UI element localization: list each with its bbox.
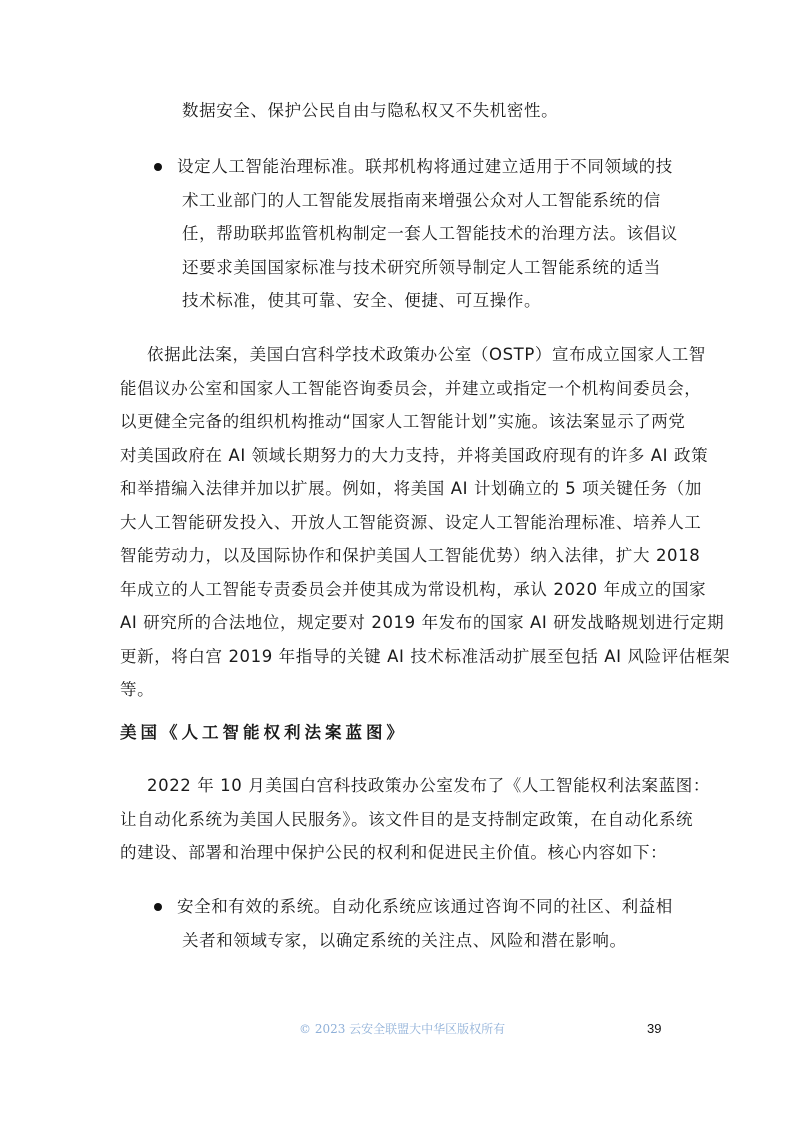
bullet-dot <box>154 163 162 171</box>
paragraph-line: 智能劳动力，以及国际协作和保护美国人工智能优势）纳入法律，扩大 2018 <box>120 546 701 565</box>
bullet-line: 术工业部门的人工智能发展指南来增强公众对人工智能系统的信 <box>182 191 661 210</box>
copyright-notice: © 2023 云安全联盟大中华区版权所有 <box>299 1022 506 1036</box>
section-heading: 美国《人工智能权利法案蓝图》 <box>120 723 407 742</box>
paragraph-line: 大人工智能研发投入、开放人工智能资源、设定人工智能治理标准、培养人工 <box>120 513 702 532</box>
paragraph-line: 对美国政府在 AI 领域长期努力的大力支持，并将美国政府现有的许多 AI 政策 <box>120 446 709 465</box>
paragraph-line: 等。 <box>120 680 155 699</box>
continuation-line: 数据安全、保护公民自由与隐私权又不失机密性。 <box>182 101 559 120</box>
paragraph-line: 年成立的人工智能专责委员会并使其成为常设机构，承认 2020 年成立的国家 <box>120 580 707 599</box>
paragraph-line: 更新，将白宫 2019 年指导的关键 AI 技术标准活动扩展至包括 AI 风险评估框架 <box>120 647 731 666</box>
paragraph-line: 2022 年 10 月美国白宫科技政策办公室发布了《人工智能权利法案蓝图： <box>147 776 710 795</box>
bullet-line: 设定人工智能治理标准。联邦机构将通过建立适用于不同领域的技 <box>177 157 673 176</box>
page-number: 39 <box>647 1021 662 1036</box>
paragraph-line: 和举措编入法律并加以扩展。例如，将美国 AI 计划确立的 5 项关键任务（加 <box>120 479 702 498</box>
paragraph-line: 让自动化系统为美国人民服务》。该文件目的是支持制定政策，在自动化系统 <box>120 810 694 829</box>
paragraph-line: AI 研究所的合法地位，规定要对 2019 年发布的国家 AI 研发战略规划进行定期 <box>120 613 725 632</box>
bullet-line: 关者和领域专家，以确定系统的关注点、风险和潜在影响。 <box>182 931 627 950</box>
bullet-line: 安全和有效的系统。自动化系统应该通过咨询不同的社区、利益相 <box>177 897 673 916</box>
bullet-line: 还要求美国国家标准与技术研究所领导制定人工智能系统的适当 <box>182 258 661 277</box>
paragraph-line: 能倡议办公室和国家人工智能咨询委员会，并建立或指定一个机构间委员会， <box>120 379 702 398</box>
paragraph-line: 的建设、部署和治理中保护公民的权利和促进民主价值。核心内容如下： <box>120 843 668 862</box>
bullet-line: 任，帮助联邦监管机构制定一套人工智能技术的治理方法。该倡议 <box>182 224 678 243</box>
bullet-dot <box>154 903 162 911</box>
paragraph-line: 以更健全完备的组织机构推动“国家人工智能计划”实施。该法案显示了两党 <box>120 412 686 431</box>
bullet-line: 技术标准，使其可靠、安全、便捷、可互操作。 <box>182 291 542 310</box>
paragraph-line: 依据此法案，美国白宫科学技术政策办公室（OSTP）宣布成立国家人工智 <box>147 345 706 364</box>
